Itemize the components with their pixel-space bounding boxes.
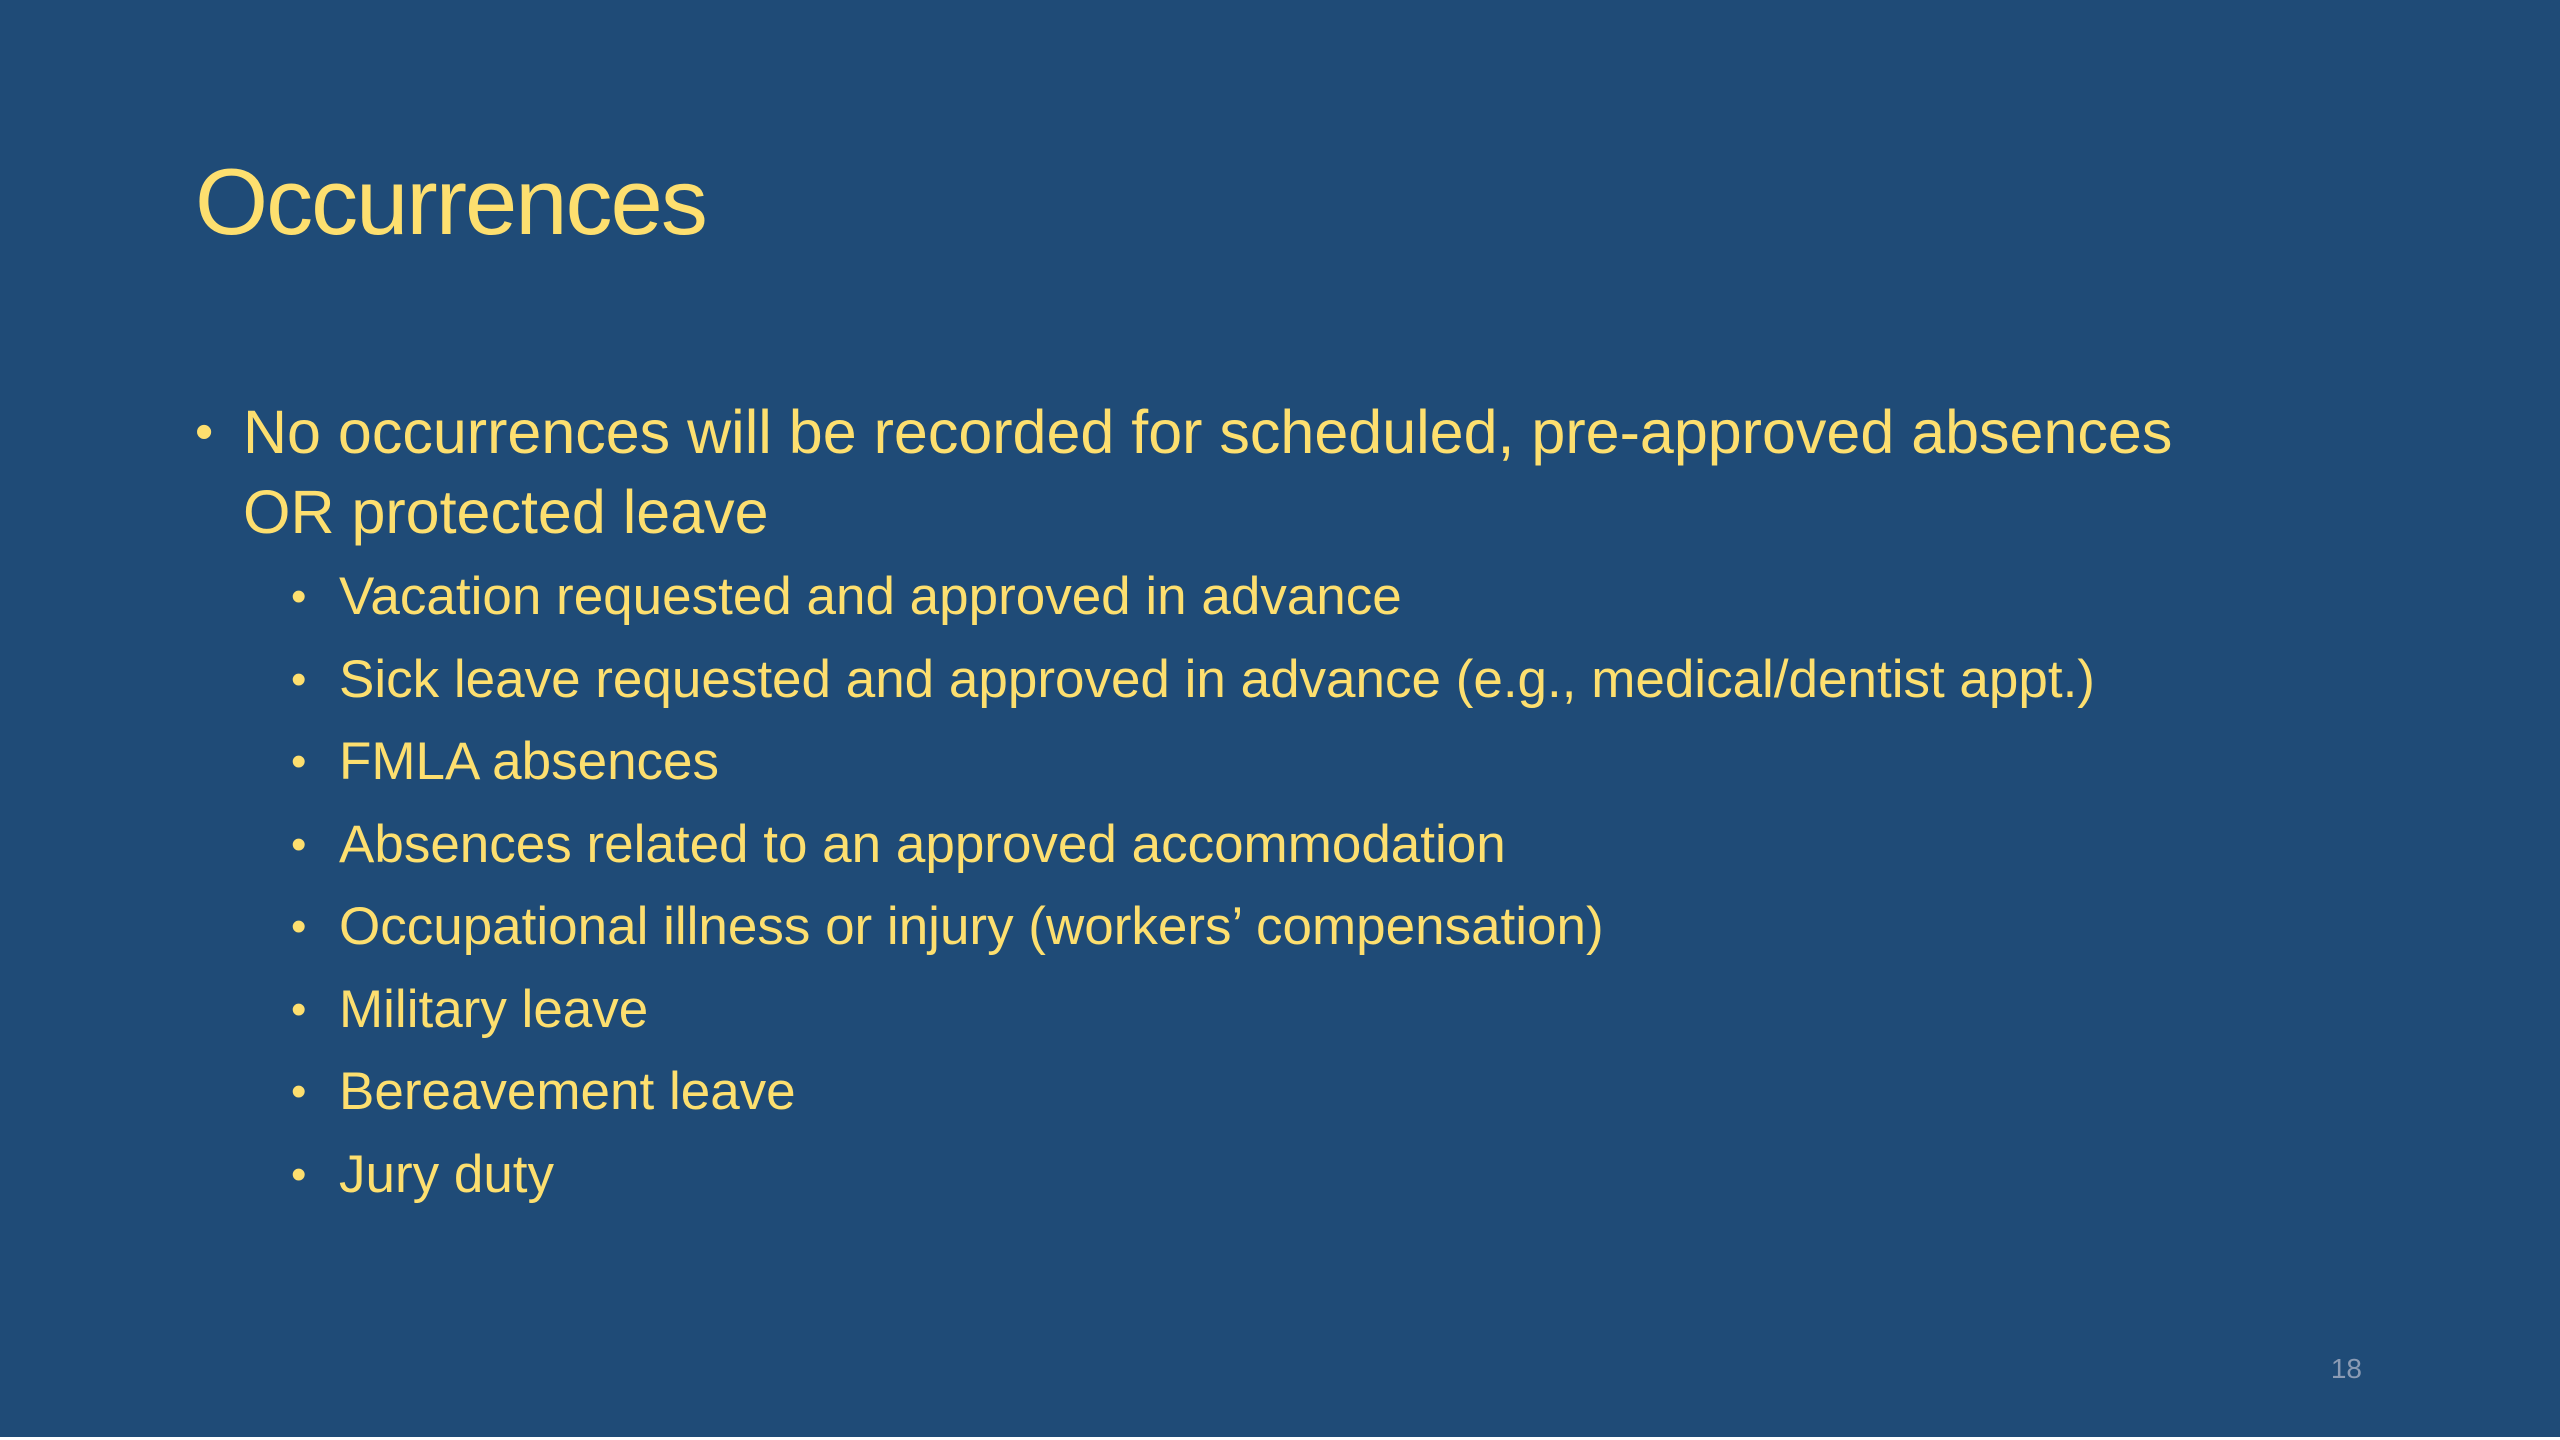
sub-bullet-text: FMLA absences: [339, 732, 720, 791]
sub-bullet-point: [291, 804, 2395, 887]
bullet-icon: •: [291, 902, 307, 951]
sub-bullet-list: [243, 556, 2395, 1216]
bullet-icon: •: [291, 654, 307, 704]
sub-bullet-point: [291, 969, 2395, 1052]
sub-bullet-text: Occupational illness or injury (workers’ compensation): [339, 897, 1604, 956]
sub-bullet-point: [291, 721, 2395, 804]
sub-bullet-point: [291, 1051, 2395, 1134]
bullet-icon: •: [195, 403, 214, 461]
sub-bullet-text: Vacation requested and approved in advance: [339, 567, 1402, 626]
bullet-list: [195, 392, 2395, 1216]
sub-bullet-point: [291, 886, 2395, 969]
bullet-icon: •: [291, 1067, 307, 1116]
sub-bullet-text: Sick leave requested and approved in advance (e.g., medical/dentist appt.): [339, 649, 2095, 709]
bullet-icon: •: [291, 819, 307, 869]
bullet-point-text: No occurrences will be recorded for scheduled, pre-approved absences OR protected leave: [243, 398, 2173, 546]
sub-bullet-text: Jury duty: [339, 1144, 555, 1204]
bullet-icon: •: [291, 572, 307, 621]
bullet-point: [195, 392, 2395, 1216]
bullet-icon: •: [291, 737, 307, 786]
sub-bullet-text: Bereavement leave: [339, 1062, 796, 1121]
bullet-icon: •: [291, 1149, 307, 1199]
slide-number: 18: [2330, 1353, 2362, 1384]
sub-bullet-point: [291, 639, 2395, 722]
sub-bullet-text: Military leave: [339, 979, 649, 1039]
slide-title: Occurrences: [195, 149, 706, 254]
sub-bullet-text: Absences related to an approved accommodation: [339, 814, 1506, 874]
bullet-icon: •: [291, 984, 307, 1034]
sub-bullet-point: [291, 556, 2395, 639]
sub-bullet-point: [291, 1134, 2395, 1217]
